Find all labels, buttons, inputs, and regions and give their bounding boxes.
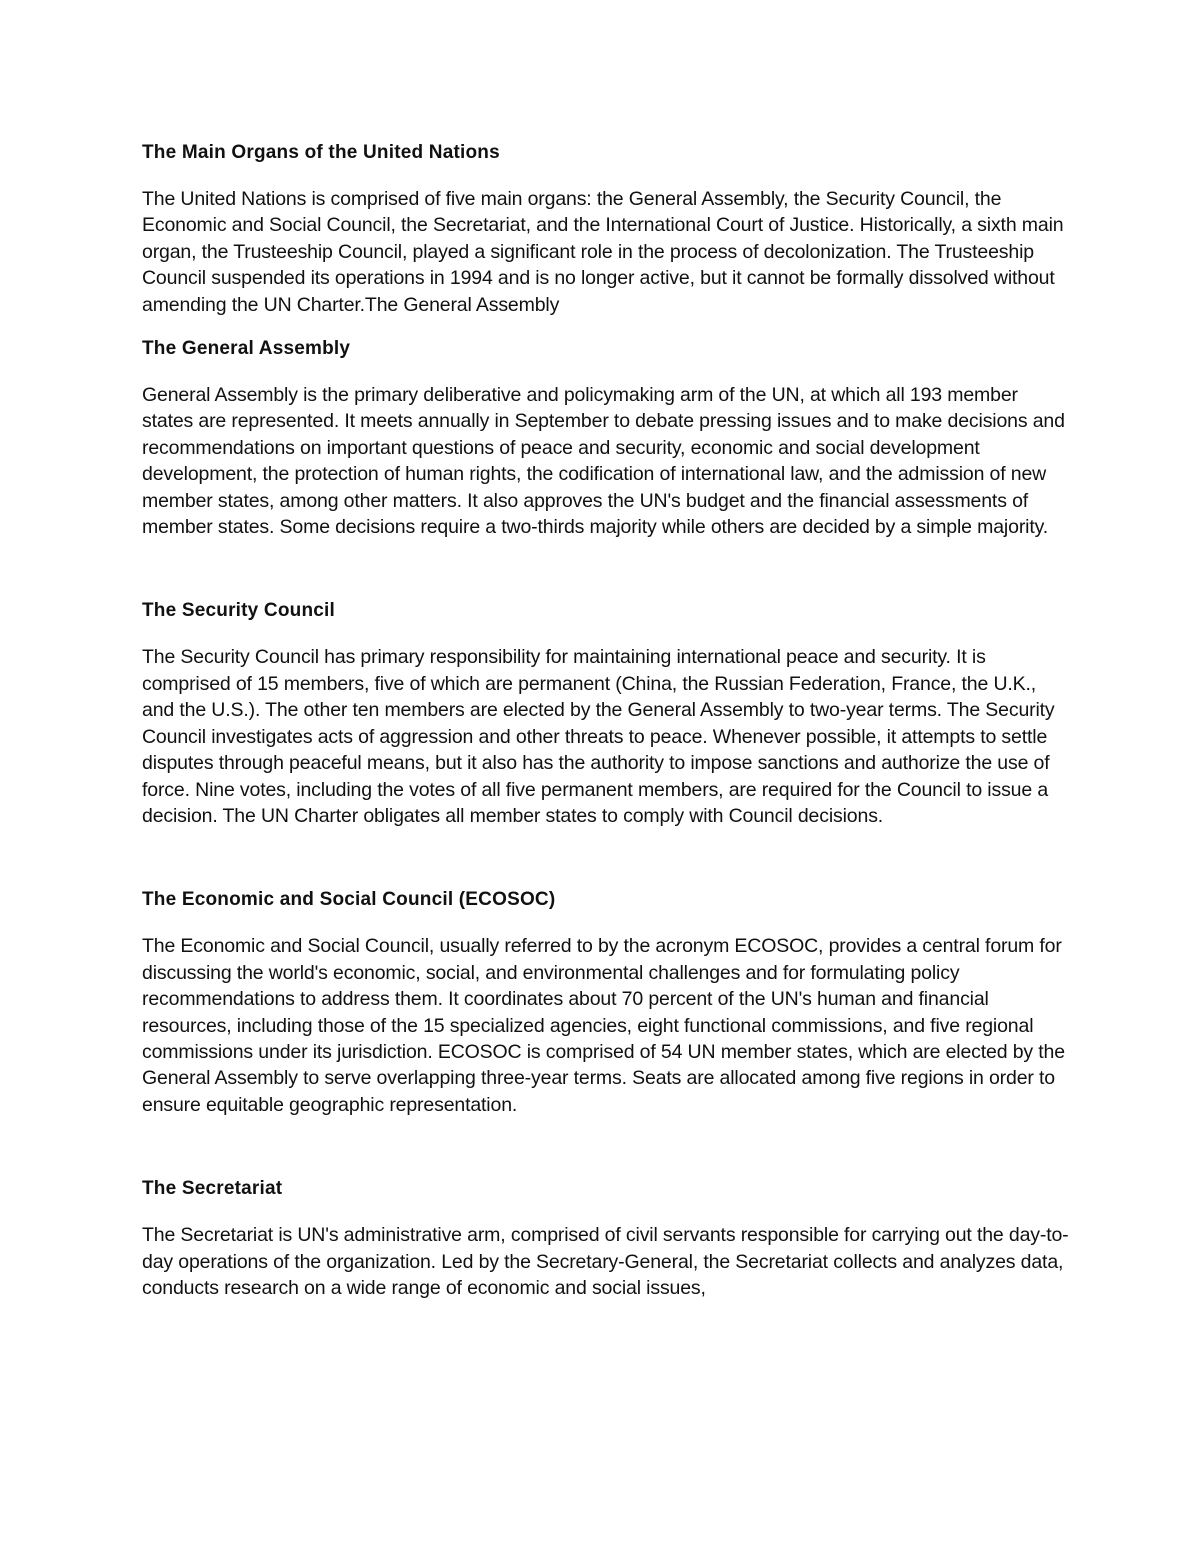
section-heading-ecosoc: The Economic and Social Council (ECOSOC) (142, 889, 556, 911)
spacer (142, 829, 1072, 887)
section-body-ecosoc: The Economic and Social Council, usually referred to by the acronym ECOSOC, provides a central forum for discussing the world's economic, social, and environmental challenges and for formulating policy recommendations to address them. It coordinates about 70 percent of the UN's human and financial resources, including those of the 15 specialized agencies, eight functional commissions, and five regional commissions under its jurisdiction. ECOSOC is comprised of 54 UN member states, which are elected by the General Assembly to serve overlapping three-year terms. Seats are allocated among five regions in order to ensure equitable geographic representation. (142, 935, 1065, 1116)
spacer (142, 540, 1072, 598)
section-heading-secretariat: The Secretariat (142, 1178, 283, 1200)
section-general-assembly (142, 336, 1072, 540)
section-body-main-organs: The United Nations is comprised of five main organs: the General Assembly, the Security Council, the Economic and Social Council, the Secretariat, and the International Court of Justice. Historically, a sixth main organ, the Trusteeship Council, played a significant role in the process of decolonization. The Trusteeship Council suspended its operations in 1994 and is no longer active, but it cannot be formally dissolved without amending the UN Charter.The General Assembly (142, 188, 1064, 316)
spacer (142, 1118, 1072, 1176)
section-body-secretariat: The Secretariat is UN's administrative arm, comprised of civil servants responsible for carrying out the day-to-day operations of the organization. Led by the Secretary-General, the Secretariat collects and analyzes data, conducts research on a wide range of economic and social issues, (142, 1224, 1069, 1299)
section-secretariat (142, 1176, 1072, 1301)
section-heading-main-organs: The Main Organs of the United Nations (142, 142, 500, 163)
section-body-security-council: The Security Council has primary responsibility for maintaining international peace and security. It is comprised of 15 members, five of which are permanent (China, the Russian Federation, France, the U.K., and the U.S.). The other ten members are elected by the General Assembly to two-year terms. The Security Council investigates acts of aggression and other threats to peace. Whenever possible, it attempts to settle disputes through peaceful means, but it also has the authority to impose sanctions and authorize the use of force. Nine votes, including the votes of all five permanent members, are required for the Council to issue a decision. The UN Charter obligates all member states to comply with Council decisions. (142, 646, 1055, 827)
section-security-council (142, 598, 1072, 829)
document-content (142, 140, 1072, 1301)
section-body-general-assembly: General Assembly is the primary deliberative and policymaking arm of the UN, at which all 193 member states are represented. It meets annually in September to debate pressing issues and to make decisions and recommendations on important questions of peace and security, economic and social development development, the protection of human rights, the codification of international law, and the admission of new member states, among other matters. It also approves the UN's budget and the financial assessments of member states. Some decisions require a two-thirds majority while others are decided by a simple majority. (142, 384, 1065, 539)
section-heading-general-assembly: The General Assembly (142, 338, 351, 360)
section-ecosoc (142, 887, 1072, 1118)
section-heading-security-council: The Security Council (142, 600, 335, 622)
section-main-organs (142, 140, 1072, 318)
